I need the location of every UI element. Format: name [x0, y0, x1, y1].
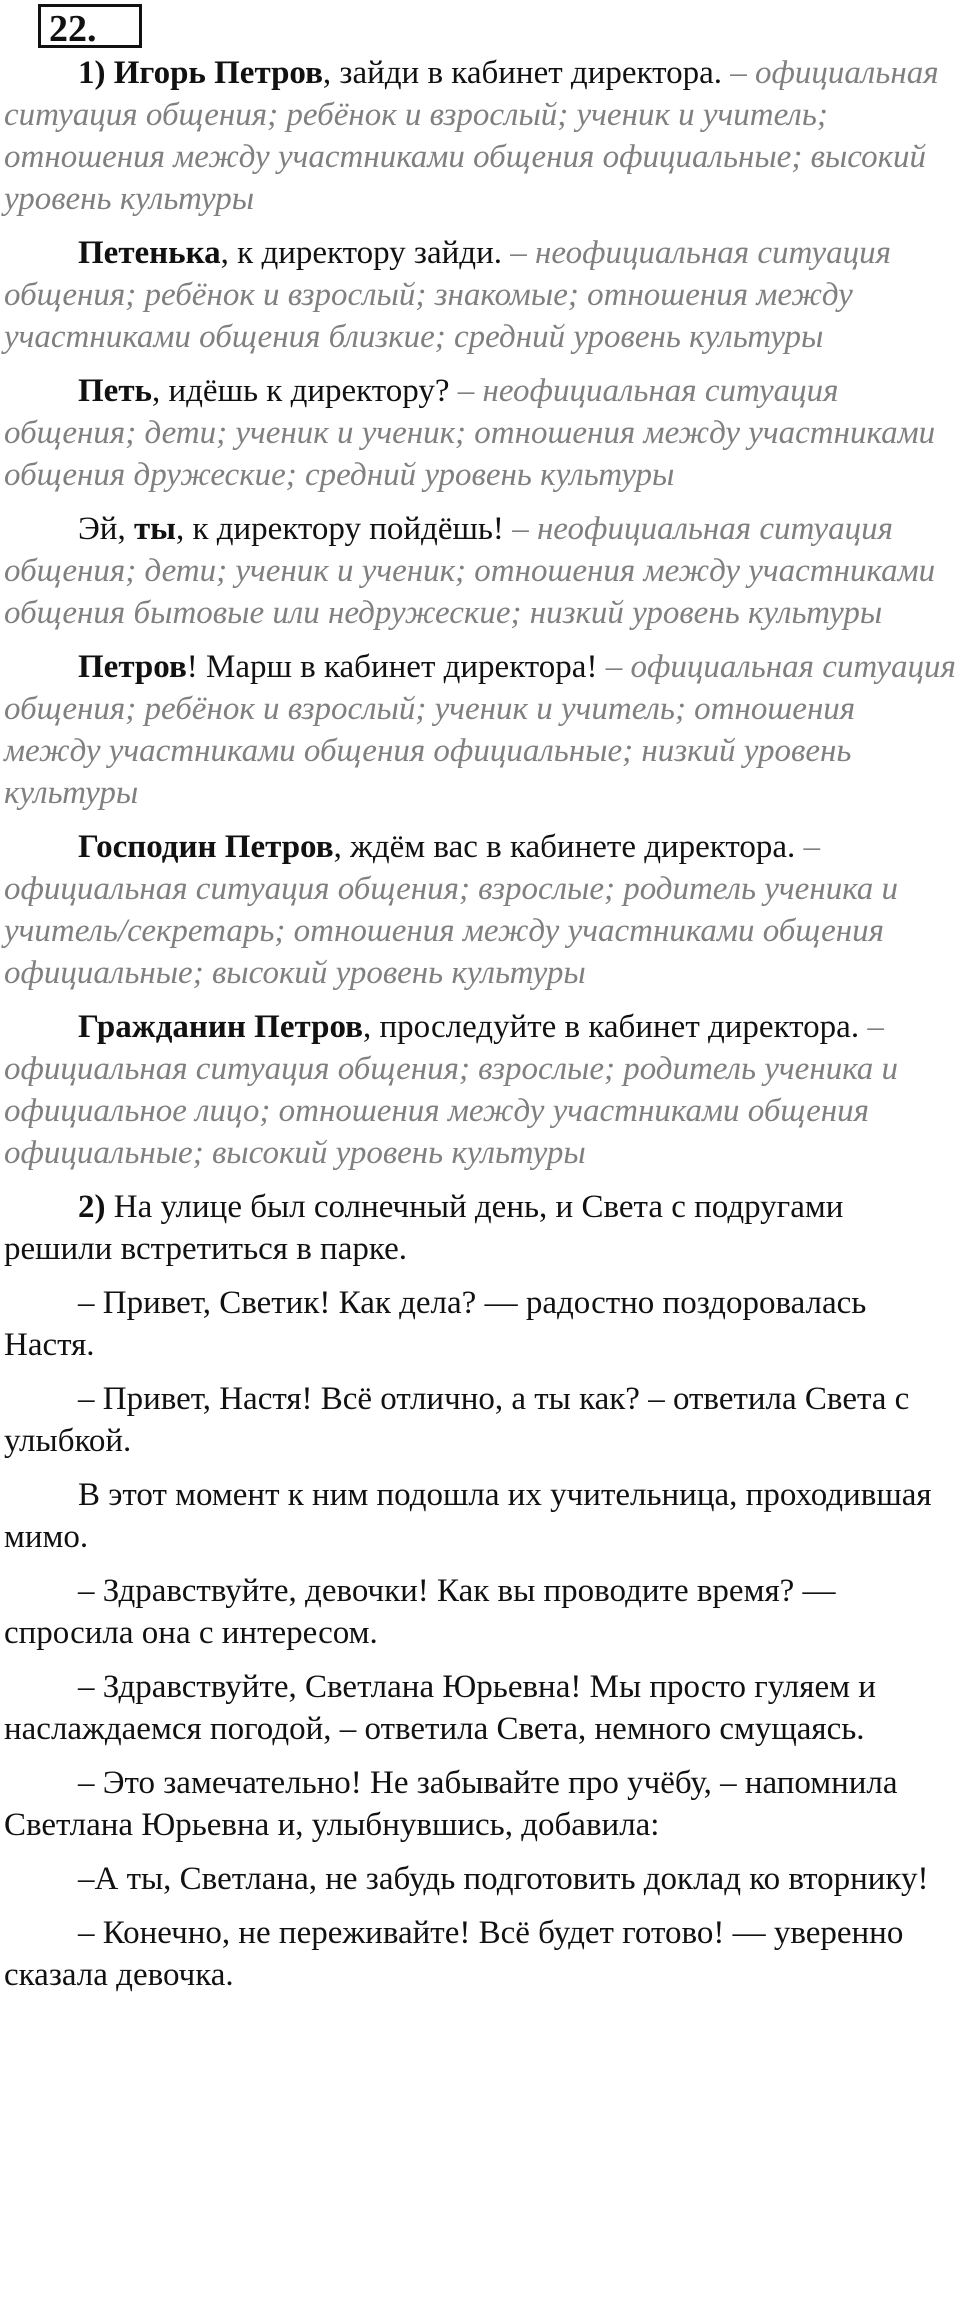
part2-marker: 2): [78, 1189, 106, 1225]
part1-item: [4, 232, 956, 358]
dialogue-line: – Здравствуйте, девочки! Как вы проводите время? — спросила она с интересом.: [4, 1573, 836, 1651]
phrase-rest: ! Марш в кабинет директора!: [186, 649, 598, 685]
dialogue-line: –А ты, Светлана, не забудь подготовить доклад ко вторнику!: [78, 1861, 929, 1897]
phrase-rest: , идёшь к директору?: [151, 373, 450, 409]
address-form: Петенька: [78, 235, 221, 271]
task-number-box: 22.: [38, 4, 142, 48]
part1-marker: 1): [78, 55, 106, 91]
situation-note: – неофициальная ситуация общения; ребёнок и взрослый; знакомые; отношения между участниками общения близкие; средний уровень культуры: [4, 235, 892, 355]
phrase-lead: Эй,: [78, 511, 134, 547]
situation-note: – официальная ситуация общения; взрослые; родитель ученика и учитель/секретарь; отношения между участниками общения официальные; высокий уровень культуры: [4, 829, 899, 991]
answer-text: [4, 52, 956, 2008]
part1-item: [4, 1006, 956, 1174]
situation-note: – официальная ситуация общения; взрослые; родитель ученика и официальное лицо; отношения между участниками общения официальные; высокий уровень культуры: [4, 1009, 899, 1171]
part1-item: [4, 370, 956, 496]
part1-item: [4, 508, 956, 634]
situation-note: – неофициальная ситуация общения; дети; ученик и ученик; отношения между участниками общения дружеские; средний уровень культуры: [4, 373, 936, 493]
situation-note: – официальная ситуация общения; ребёнок и взрослый; ученик и учитель; отношения между участниками общения официальные; высокий уровень культуры: [4, 55, 939, 217]
dialogue-line: – Конечно, не переживайте! Всё будет готово! — уверенно сказала девочка.: [4, 1915, 904, 1993]
phrase-rest: , проследуйте в кабинет директора.: [362, 1009, 860, 1045]
part1-item: [4, 646, 956, 814]
part1-item: [4, 826, 956, 994]
address-form: Господин Петров: [78, 829, 334, 865]
story-paragraph: В этот момент к ним подошла их учительница, проходившая мимо.: [4, 1477, 932, 1555]
phrase-rest: , ждём вас в кабинете директора.: [333, 829, 796, 865]
phrase-rest: , к директору пойдёшь!: [175, 511, 504, 547]
dialogue-line: – Здравствуйте, Светлана Юрьевна! Мы просто гуляем и наслаждаемся погодой, – ответила Света, немного смущаясь.: [4, 1669, 876, 1747]
part1-item: [4, 52, 956, 220]
situation-note: – неофициальная ситуация общения; дети; ученик и ученик; отношения между участниками общения бытовые или недружеские; низкий уровень культуры: [4, 511, 936, 631]
dialogue-line: – Привет, Настя! Всё отлично, а ты как? – ответила Света с улыбкой.: [4, 1381, 910, 1459]
address-form: Игорь Петров: [113, 55, 323, 91]
situation-note: – официальная ситуация общения; ребёнок и взрослый; ученик и учитель; отношения между участниками общения официальные; низкий уровень культуры: [4, 649, 956, 811]
address-form: Гражданин Петров: [78, 1009, 363, 1045]
address-form: Петров: [78, 649, 187, 685]
phrase-rest: , к директору зайди.: [220, 235, 502, 271]
phrase-rest: , зайди в кабинет директора.: [322, 55, 722, 91]
dialogue-line: – Привет, Светик! Как дела? — радостно поздоровалась Настя.: [4, 1285, 867, 1363]
dialogue-line: – Это замечательно! Не забывайте про учёбу, – напомнила Светлана Юрьевна и, улыбнувшись, добавила:: [4, 1765, 898, 1843]
address-form: ты: [133, 511, 176, 547]
address-form: Петь: [78, 373, 152, 409]
story-paragraph: 2) На улице был солнечный день, и Света с подругами решили встретиться в парке.: [4, 1189, 844, 1267]
